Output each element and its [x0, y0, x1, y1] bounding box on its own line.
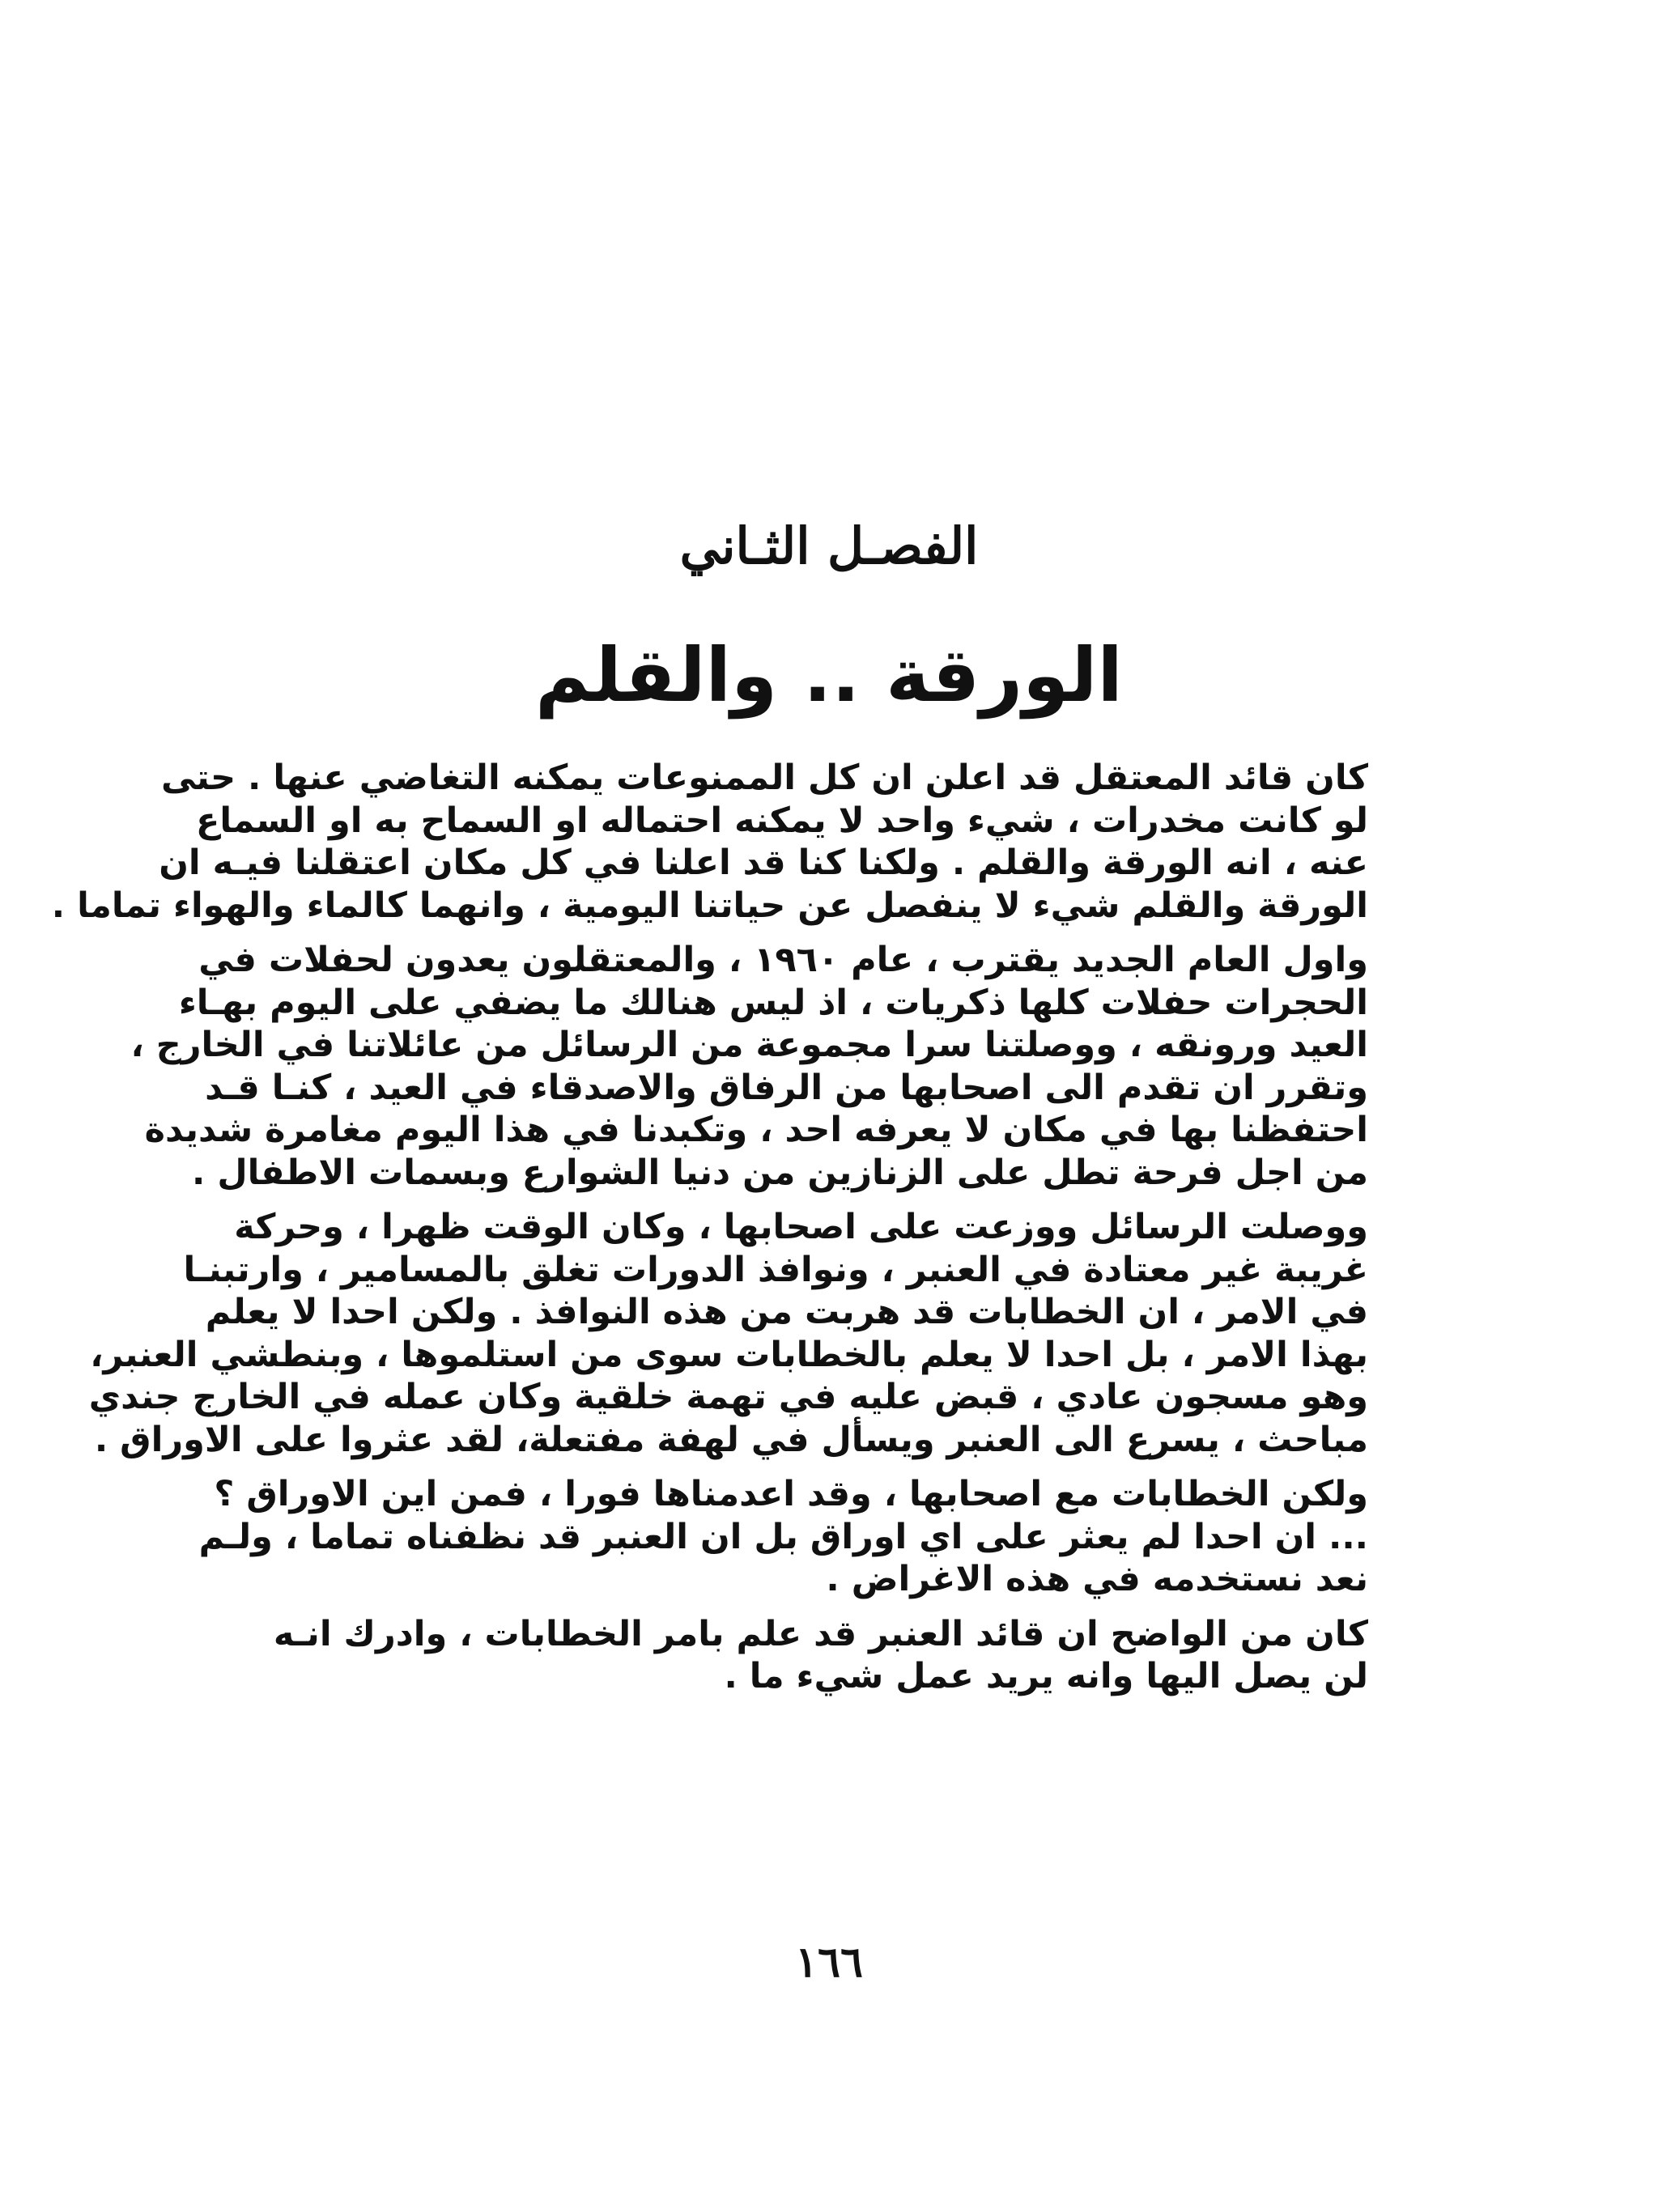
text-line: وتقرر ان تقدم الى اصحابها من الرفاق والاصدقاء في العيد ، كنـا قـد [205, 1067, 1368, 1108]
text-line: كان قائد المعتقل قد اعلن ان كل الممنوعات يمكنه التغاضي عنها . حتى [161, 758, 1368, 798]
text-line: واول العام الجديد يقترب ، عام ١٩٦٠ ، والمعتقلون يعدون لحفلات في [198, 940, 1368, 980]
paragraph-5 [273, 1613, 1368, 1698]
text-line: لو كانت مخدرات ، شيء واحد لا يمكنه احتماله او السماح به او السماع [196, 800, 1368, 841]
text-line: نعد نستخدمه في هذه الاغراض . [826, 1559, 1368, 1599]
text-line: ولكن الخطابات مع اصحابها ، وقد اعدمناها فورا ، فمن اين الاوراق ؟ [214, 1474, 1368, 1514]
text-line: غريبة غير معتادة في العنبر ، ونوافذ الدورات تغلق بالمسامير ، وارتبنـا [183, 1249, 1368, 1290]
text-line: ... ان احدا لم يعثر على اي اوراق بل ان العنبر قد نظفناه تماما ، ولـم [198, 1516, 1368, 1557]
text-line: في الامر ، ان الخطابات قد هربت من هذه النوافذ . ولكن احدا لا يعلم [205, 1292, 1368, 1332]
text-line: لن يصل اليها وانه يريد عمل شيء ما . [724, 1656, 1368, 1696]
text-line: عنه ، انه الورقة والقلم . ولكنا كنا قد اعلنا في كل مكان اعتقلنا فيـه ان [159, 843, 1368, 883]
body-text [51, 757, 1368, 1710]
paragraph-2 [130, 939, 1368, 1194]
page-number: ١٦٦ [795, 1938, 863, 1987]
text-line: احتفظنا بها في مكان لا يعرفه احد ، وتكبدنا في هذا اليوم مغامرة شديدة [144, 1110, 1368, 1150]
text-line: بهذا الامر ، بل احدا لا يعلم بالخطابات سوى من استلموها ، وبنطشي العنبر، [90, 1334, 1368, 1375]
paragraph-4 [198, 1473, 1368, 1601]
text-line: الورقة والقلم شيء لا ينفصل عن حياتنا اليومية ، وانهما كالماء والهواء تماما . [51, 885, 1368, 926]
text-line: من اجل فرحة تطل على الزنازين من دنيا الشوارع وبسمات الاطفال . [192, 1152, 1368, 1193]
text-line: كان من الواضح ان قائد العنبر قد علم بامر الخطابات ، وادرك انـه [273, 1613, 1368, 1654]
chapter-label: الفصـل الثـاني [679, 516, 979, 575]
chapter-title: الورقة .. والقلم [535, 632, 1123, 719]
text-line: الحجرات حفلات كلها ذكريات ، اذ ليس هنالك ما يضفي على اليوم بهـاء [178, 982, 1368, 1023]
text-line: مباحث ، يسرع الى العنبر ويسأل في لهفة مفتعلة، لقد عثروا على الاوراق . [94, 1419, 1368, 1460]
text-line: ووصلت الرسائل ووزعت على اصحابها ، وكان الوقت ظهرا ، وحركة [234, 1207, 1368, 1247]
paragraph-1 [51, 757, 1368, 927]
paragraph-3 [88, 1206, 1368, 1461]
text-line: العيد ورونقه ، ووصلتنا سرا مجموعة من الرسائل من عائلاتنا في الخارج ، [130, 1025, 1368, 1065]
text-line: وهو مسجون عادي ، قبض عليه في تهمة خلقية وكان عمله في الخارج جندي [88, 1377, 1368, 1417]
